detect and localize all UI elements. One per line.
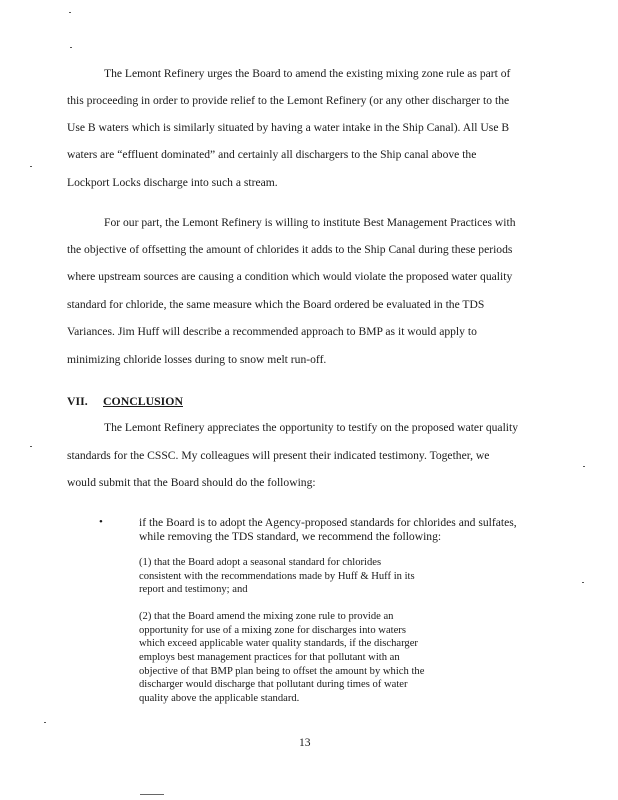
paragraph-2-line: the objective of offsetting the amount of chlorides it adds to the Ship Canal during these periods xyxy=(67,243,513,256)
page-number: 13 xyxy=(299,736,311,749)
scan-speck xyxy=(70,47,72,48)
scan-speck xyxy=(30,166,32,167)
recommendation-2-line: which exceed applicable water quality standards, if the discharger xyxy=(139,638,418,649)
recommendation-2-line: objective of that BMP plan being to offset the amount by which the xyxy=(139,666,425,677)
paragraph-2-line: standard for chloride, the same measure which the Board ordered be evaluated in the TDS xyxy=(67,298,485,311)
paragraph-3-line: The Lemont Refinery appreciates the opportunity to testify on the proposed water quality xyxy=(104,421,519,434)
scan-speck xyxy=(583,466,585,467)
bullet-symbol: • xyxy=(99,516,103,528)
paragraph-1-line: The Lemont Refinery urges the Board to amend the existing mixing zone rule as part of xyxy=(104,67,511,80)
recommendation-1-line: report and testimony; and xyxy=(139,584,248,595)
recommendation-1-line: (1) that the Board adopt a seasonal standard for chlorides xyxy=(139,557,382,568)
scan-speck xyxy=(44,722,46,723)
paragraph-1-line: Use B waters which is similarly situated by having a water intake in the Ship Canal). All Use B xyxy=(67,121,510,134)
bullet-line: if the Board is to adopt the Agency-proposed standards for chlorides and sulfates, xyxy=(139,516,517,529)
paragraph-3-line: standards for the CSSC. My colleagues will present their indicated testimony. Together, we xyxy=(67,449,490,462)
section-title: CONCLUSION xyxy=(103,394,183,408)
section-number: VII. xyxy=(67,394,88,408)
paragraph-3-line: would submit that the Board should do the following: xyxy=(67,476,316,489)
recommendation-2-line: employs best management practices for that pollutant with an xyxy=(139,652,400,663)
scan-speck xyxy=(582,582,584,583)
scan-speck xyxy=(30,446,32,447)
paragraph-2-line: minimizing chloride losses during to snow melt run-off. xyxy=(67,353,327,366)
paragraph-2-line: where upstream sources are causing a condition which would violate the proposed water quality xyxy=(67,270,513,283)
paragraph-1-line: Lockport Locks discharge into such a stream. xyxy=(67,176,278,189)
paragraph-2-line: Variances. Jim Huff will describe a recommended approach to BMP as it would apply to xyxy=(67,325,477,338)
paragraph-2-line: For our part, the Lemont Refinery is willing to institute Best Management Practices with xyxy=(104,216,516,229)
recommendation-2-line: opportunity for use of a mixing zone for discharges into waters xyxy=(139,625,406,636)
scan-mark xyxy=(140,794,164,795)
recommendation-2-line: discharger would discharge that pollutant during times of water xyxy=(139,679,408,690)
bullet-line: while removing the TDS standard, we recommend the following: xyxy=(139,530,442,543)
paragraph-1-line: waters are “effluent dominated” and certainly all dischargers to the Ship canal above the xyxy=(67,148,477,161)
paragraph-1-line: this proceeding in order to provide relief to the Lemont Refinery (or any other discharger to the xyxy=(67,94,510,107)
recommendation-1-line: consistent with the recommendations made by Huff & Huff in its xyxy=(139,571,415,582)
recommendation-2-line: (2) that the Board amend the mixing zone rule to provide an xyxy=(139,611,394,622)
recommendation-2-line: quality above the applicable standard. xyxy=(139,693,300,704)
scan-speck xyxy=(69,12,71,13)
